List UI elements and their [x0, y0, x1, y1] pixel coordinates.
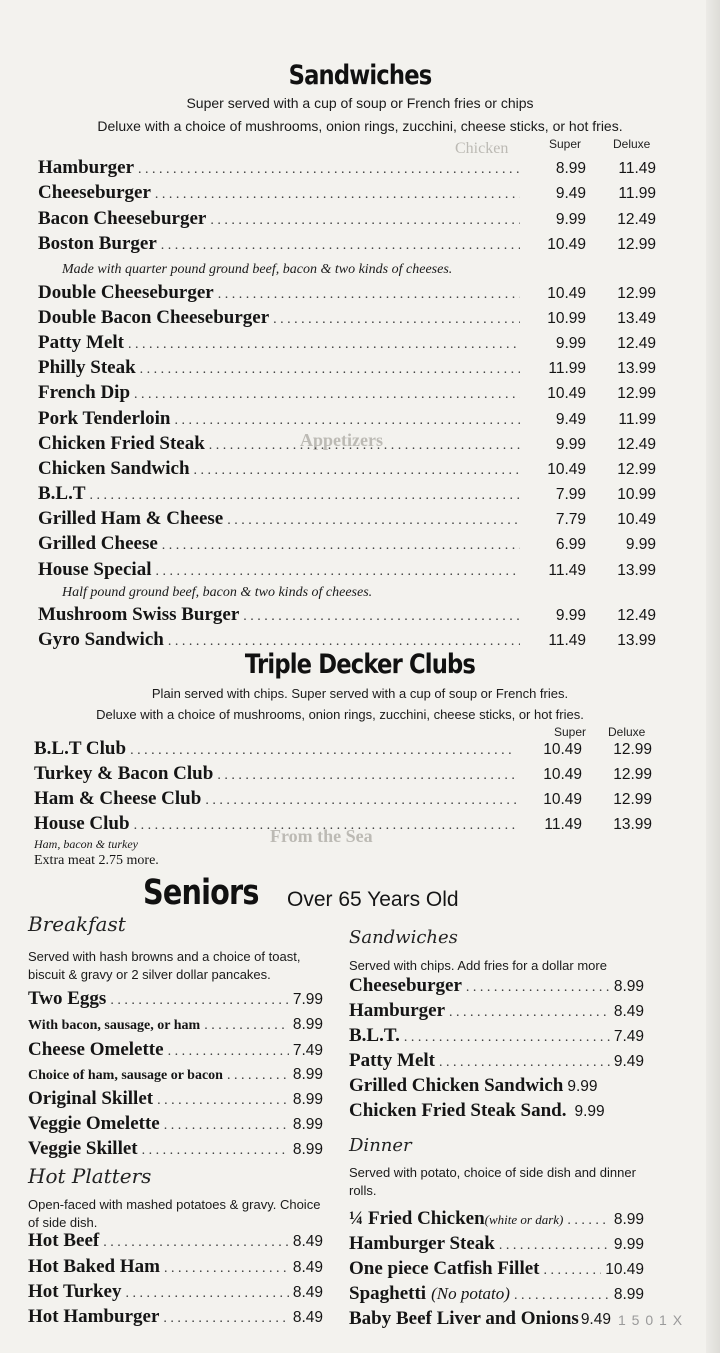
dot-leader — [142, 1143, 289, 1159]
menu-item-row — [28, 1088, 323, 1112]
deluxe-price: 12.49 — [617, 335, 656, 352]
hot-platters-heading: Hot Platters — [28, 1164, 152, 1188]
item-price: 7.99 — [292, 991, 323, 1008]
item-price: 8.49 — [292, 1233, 323, 1250]
dot-leader — [168, 634, 520, 650]
dot-leader — [164, 1118, 289, 1134]
item-name: Grilled Chicken Sandwich — [349, 1075, 564, 1096]
watermark: 1 5 0 1 X — [618, 1312, 684, 1328]
item-price: 8.99 — [613, 1286, 644, 1303]
menu-item-row — [349, 1258, 644, 1282]
item-name: B.L.T Club — [34, 738, 127, 759]
menu-item-row — [28, 1230, 323, 1254]
menu-item-row — [38, 157, 656, 181]
item-name: ¼ Fried Chicken — [349, 1208, 485, 1229]
menu-item-row — [28, 1281, 323, 1305]
item-price: 8.49 — [292, 1309, 323, 1326]
dot-leader — [103, 1235, 289, 1251]
dinner-description: Served with potato, choice of side dish and dinner rolls. — [349, 1165, 636, 1198]
deluxe-price: 12.49 — [617, 607, 656, 624]
dot-leader — [134, 818, 516, 834]
item-name: Original Skillet — [28, 1088, 154, 1109]
menu-item-row — [38, 282, 656, 306]
item-name: Two Eggs — [28, 988, 107, 1009]
dot-leader — [449, 1005, 610, 1021]
clubs-deluxe-note: Deluxe with a choice of mushrooms, onion rings, zucchini, cheese sticks, or hot fries. — [96, 707, 584, 722]
super-price: 9.49 — [555, 411, 586, 428]
menu-item-row — [38, 332, 656, 356]
deluxe-column-header: Deluxe — [613, 137, 651, 151]
item-name: Double Cheeseburger — [38, 282, 214, 303]
dot-leader — [134, 387, 520, 403]
dinner-heading: Dinner — [349, 1135, 412, 1156]
item-price: 8.99 — [613, 978, 644, 995]
deluxe-price: 11.49 — [618, 160, 656, 177]
deluxe-price: 9.99 — [625, 536, 656, 553]
super-price: 7.99 — [555, 486, 586, 503]
item-qualifier: (No potato) — [431, 1284, 510, 1303]
deluxe-column-header: Deluxe — [608, 725, 646, 739]
item-price: 7.49 — [613, 1028, 644, 1045]
item-price: 8.99 — [292, 1141, 323, 1158]
deluxe-price: 12.99 — [617, 285, 656, 302]
menu-item-row — [28, 988, 323, 1012]
dot-leader — [155, 564, 520, 580]
super-price: 10.49 — [547, 385, 586, 402]
super-price: 10.49 — [543, 791, 582, 808]
item-name: Hot Beef — [28, 1230, 100, 1251]
menu-item-row — [34, 788, 652, 812]
menu-item-row — [28, 1039, 323, 1063]
super-price: 9.99 — [555, 607, 586, 624]
dot-leader — [217, 768, 516, 784]
boston-burger-note: Made with quarter pound ground beef, bacon & two kinds of cheeses. — [62, 262, 453, 277]
extra-meat-note: Extra meat 2.75 more. — [34, 853, 159, 868]
dot-leader — [164, 1261, 289, 1277]
item-name: Cheeseburger — [349, 975, 462, 996]
item-name: Hamburger Steak — [349, 1233, 495, 1254]
deluxe-price: 13.99 — [617, 360, 656, 377]
clubs-plain-note: Plain served with chips. Super served with a cup of soup or French fries. — [151, 686, 569, 701]
seniors-title: Seniors — [143, 873, 259, 913]
dot-leader — [439, 1055, 610, 1071]
deluxe-price: 13.49 — [617, 310, 656, 327]
menu-item-row — [38, 357, 656, 381]
bleed-through-text: Chicken — [455, 140, 509, 157]
item-name: Chicken Sandwich — [38, 458, 190, 479]
dot-leader — [168, 1044, 289, 1060]
deluxe-price: 12.49 — [617, 436, 656, 453]
item-name: Chicken Fried Steak — [38, 433, 205, 454]
dot-leader — [210, 213, 520, 229]
deluxe-price: 12.99 — [613, 791, 652, 808]
sandwiches-title: Sandwiches — [288, 60, 432, 91]
item-name: With bacon, sausage, or ham — [28, 1018, 201, 1033]
dot-leader — [466, 980, 610, 996]
deluxe-price: 12.99 — [613, 766, 652, 783]
item-name: Cheese Omelette — [28, 1039, 164, 1060]
menu-item-row — [28, 1066, 323, 1090]
super-price: 10.99 — [547, 310, 586, 327]
menu-item-row — [349, 1283, 644, 1307]
item-name: Hot Baked Ham — [28, 1256, 160, 1277]
breakfast-description: Served with hash browns and a choice of toast, biscuit & gravy or 2 silver dollar pancakes. — [28, 949, 301, 982]
senior-sandwiches-description: Served with chips. Add fries for a dollar more — [349, 958, 607, 973]
item-name: Spaghetti — [349, 1283, 427, 1304]
super-price: 11.99 — [548, 360, 586, 377]
breakfast-heading: Breakfast — [28, 912, 126, 936]
item-name: Hamburger — [38, 157, 135, 178]
dot-leader — [205, 793, 516, 809]
deluxe-price: 10.99 — [617, 486, 656, 503]
item-name: Cheeseburger — [38, 182, 151, 203]
deluxe-price: 12.99 — [613, 741, 652, 758]
item-name: Veggie Omelette — [28, 1113, 160, 1134]
bleed-through-text: Appetizers — [300, 430, 383, 450]
item-price: 10.49 — [605, 1261, 644, 1278]
clubs-title: Triple Decker Clubs — [244, 649, 476, 680]
super-price: 10.49 — [547, 236, 586, 253]
item-price: 8.49 — [613, 1003, 644, 1020]
super-price: 9.99 — [555, 335, 586, 352]
super-price: 9.99 — [555, 211, 586, 228]
menu-item-row — [38, 533, 656, 557]
deluxe-price: 10.49 — [617, 511, 656, 528]
menu-item-row — [34, 738, 652, 762]
item-name: Patty Melt — [38, 332, 124, 353]
super-column-header: Super — [554, 725, 587, 739]
menu-item-row — [38, 433, 656, 457]
super-column-header: Super — [549, 137, 582, 151]
dot-leader — [514, 1288, 610, 1304]
item-name: Grilled Ham & Cheese — [38, 508, 224, 529]
dot-leader — [140, 362, 520, 378]
dot-leader — [157, 1093, 289, 1109]
super-price: 11.49 — [544, 816, 582, 833]
item-name: House Club — [34, 813, 130, 834]
menu-item-row — [28, 1306, 323, 1330]
dot-leader — [110, 993, 289, 1009]
item-name: House Special — [38, 559, 152, 580]
menu-item-row — [38, 182, 656, 206]
deluxe-price: 12.99 — [617, 385, 656, 402]
menu-item-row — [38, 559, 656, 583]
menu-item-row — [349, 1308, 649, 1332]
super-price: 9.99 — [555, 436, 586, 453]
item-name: Hamburger — [349, 1000, 446, 1021]
deluxe-price: 12.99 — [617, 236, 656, 253]
item-name: Hot Hamburger — [28, 1306, 160, 1327]
item-name: Hot Turkey — [28, 1281, 122, 1302]
house-club-note: Ham, bacon & turkey — [34, 837, 138, 851]
dot-leader — [567, 1213, 609, 1229]
dot-leader — [128, 337, 520, 353]
menu-item-row — [349, 1025, 644, 1049]
item-price: 8.99 — [292, 1116, 323, 1133]
dot-leader — [194, 463, 520, 479]
item-name: Mushroom Swiss Burger — [38, 604, 240, 625]
deluxe-price: 13.99 — [617, 562, 656, 579]
item-price: 8.99 — [292, 1066, 323, 1083]
item-price: 9.49 — [613, 1053, 644, 1070]
house-special-note: Half pound ground beef, bacon & two kinds of cheeses. — [62, 585, 373, 600]
menu-item-row — [38, 604, 656, 628]
menu-item-row — [38, 508, 656, 532]
deluxe-price: 11.99 — [618, 185, 656, 202]
menu-item-row — [38, 408, 656, 432]
item-price: 9.99 — [574, 1103, 605, 1120]
item-price: 9.99 — [567, 1078, 598, 1095]
menu-item-row — [38, 208, 656, 232]
menu-item-row — [349, 1075, 644, 1099]
menu-item-row — [349, 1050, 644, 1074]
dot-leader — [161, 238, 520, 254]
menu-item-row — [28, 1113, 323, 1137]
dot-leader — [125, 1286, 288, 1302]
menu-item-row — [38, 483, 656, 507]
item-name: B.L.T — [38, 483, 86, 504]
menu-item-row — [38, 307, 656, 331]
item-name: Baby Beef Liver and Onions — [349, 1308, 579, 1329]
super-price: 10.49 — [543, 741, 582, 758]
item-name: Patty Melt — [349, 1050, 435, 1071]
deluxe-price: 13.99 — [613, 816, 652, 833]
super-price: 11.49 — [548, 562, 586, 579]
dot-leader — [273, 312, 520, 328]
menu-item-row — [34, 813, 652, 837]
menu-item-row — [38, 382, 656, 406]
sandwiches-deluxe-note: Deluxe with a choice of mushrooms, onion rings, zucchini, cheese sticks, or hot fries. — [97, 118, 623, 134]
dot-leader — [404, 1030, 610, 1046]
deluxe-price: 13.99 — [617, 632, 656, 649]
menu-item-row — [28, 1016, 323, 1040]
dot-leader — [155, 187, 520, 203]
dot-leader — [227, 513, 520, 529]
super-price: 10.49 — [547, 285, 586, 302]
dot-leader — [209, 438, 520, 454]
item-price: 8.49 — [292, 1259, 323, 1276]
item-name: One piece Catfish Fillet — [349, 1258, 540, 1279]
item-price: 7.49 — [292, 1042, 323, 1059]
menu-item-row — [349, 1208, 644, 1232]
menu-item-row — [34, 763, 652, 787]
hot-platters-description: Open-faced with mashed potatoes & gravy. Choice of side dish. — [28, 1197, 321, 1230]
dot-leader — [243, 609, 520, 625]
deluxe-price: 12.49 — [617, 211, 656, 228]
super-price: 6.99 — [555, 536, 586, 553]
item-name: Gyro Sandwich — [38, 629, 164, 650]
menu-item-row — [28, 1256, 323, 1280]
super-price: 10.49 — [547, 461, 586, 478]
menu-item-row — [38, 233, 656, 257]
dot-leader — [162, 538, 520, 554]
item-name: Choice of ham, sausage or bacon — [28, 1068, 223, 1083]
item-name: Grilled Cheese — [38, 533, 158, 554]
page-edge — [706, 0, 720, 1353]
dot-leader — [218, 287, 520, 303]
item-name: Ham & Cheese Club — [34, 788, 202, 809]
menu-item-row — [349, 1233, 644, 1257]
item-name: Philly Steak — [38, 357, 136, 378]
item-name: Boston Burger — [38, 233, 157, 254]
item-name: Bacon Cheeseburger — [38, 208, 207, 229]
item-price: 9.49 — [580, 1311, 611, 1328]
super-price: 10.49 — [543, 766, 582, 783]
dot-leader — [227, 1068, 289, 1084]
menu-item-row — [349, 1000, 644, 1024]
item-name: Chicken Fried Steak Sand. — [349, 1100, 567, 1121]
super-price: 7.79 — [555, 511, 586, 528]
item-name: Turkey & Bacon Club — [34, 763, 214, 784]
dot-leader — [175, 413, 521, 429]
item-name: B.L.T. — [349, 1025, 400, 1046]
item-price: 8.99 — [613, 1211, 644, 1228]
item-price: 8.99 — [292, 1091, 323, 1108]
item-name: Veggie Skillet — [28, 1138, 138, 1159]
item-price: 8.99 — [292, 1016, 323, 1033]
seniors-subtitle: Over 65 Years Old — [287, 888, 459, 911]
dot-leader — [163, 1311, 288, 1327]
senior-sandwiches-heading: Sandwiches — [349, 927, 458, 948]
item-price: 8.49 — [292, 1284, 323, 1301]
super-price: 11.49 — [548, 632, 586, 649]
item-name: Pork Tenderloin — [38, 408, 171, 429]
deluxe-price: 12.99 — [617, 461, 656, 478]
menu-item-row — [349, 975, 644, 999]
menu-item-row — [28, 1138, 323, 1162]
item-name: French Dip — [38, 382, 131, 403]
menu-item-row — [349, 1100, 644, 1124]
dot-leader — [90, 488, 520, 504]
sandwiches-super-note: Super served with a cup of soup or French fries or chips — [186, 95, 534, 111]
item-name: Double Bacon Cheeseburger — [38, 307, 270, 328]
dot-leader — [204, 1018, 289, 1034]
bleed-through-text: From the Sea — [270, 826, 373, 846]
item-price: 9.99 — [613, 1236, 644, 1253]
dot-leader — [544, 1263, 602, 1279]
super-price: 9.49 — [555, 185, 586, 202]
dot-leader — [499, 1238, 610, 1254]
deluxe-price: 11.99 — [618, 411, 656, 428]
dot-leader — [138, 162, 520, 178]
item-qualifier: (white or dark) — [484, 1212, 564, 1227]
super-price: 8.99 — [555, 160, 586, 177]
menu-item-row — [38, 458, 656, 482]
dot-leader — [130, 743, 516, 759]
